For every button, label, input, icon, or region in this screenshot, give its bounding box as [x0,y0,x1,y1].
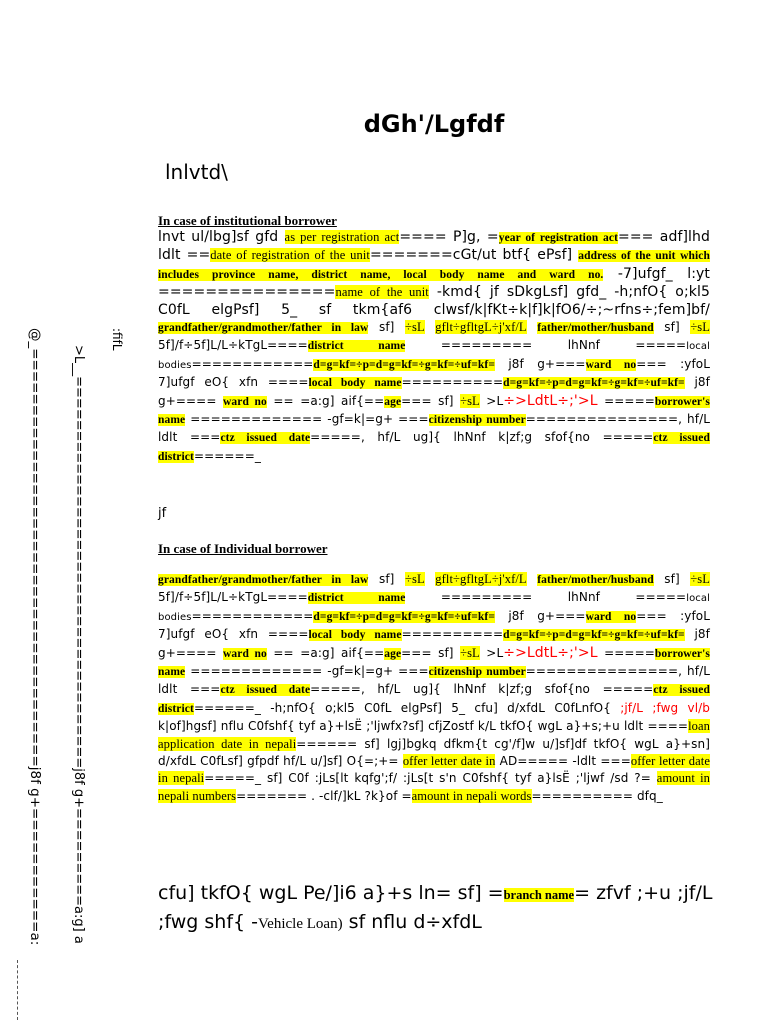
margin-text-col3: :fifL [110,328,124,351]
margin-text-col2: >L__====================================j8f g+=========a:g] a [71,345,86,944]
institutional-heading: In case of institutional borrower [158,213,337,228]
institutional-paragraph: lnvt ul/lbg]sf gfd as per registration act==== P]g, =year of registration act=== adf]lhd ldlt ==date of registration of the unit=======cGt/ut btf{ ePsf] address of the unit which includes province name, district name, local body name and ward no. -7]ufgf_ l:yt ===============name of the unit -kmd{ jf sDkgLsf] gfd_ -h;nfO{ o;kl5 C0fL elgPsf] 5_ sf tkm{af6 clwsf/k|fKt÷k|f]k|fO6/÷;~rfns÷;fem]bf/ grandfather/grandmother/father in law sf] ÷sL gflt÷gfltgL÷j'xf/L father/mother/husband sf] ÷sL 5f]/f÷5f]L/L÷kTgL====district name ========= lhNnf =====local bodies============d=g=kf=÷p=d=g=kf=÷g=kf=÷uf=kf= j8f g+===ward no=== :yfoL 7]ufgf eO{ xfn ====local body name==========d=g=kf=÷p=d=g=kf=÷g=kf=÷uf=kf= j8f g+==== ward no == =a:g] aif{==age=== sf] ÷sL >L÷>LdtL÷;'>L =====borrower's name ============= -gf=k|=g+ ===citizenship number===============, hf/L ldlt ===ctz issued date=====, hf/L ug]{ lhNnf k|zf;g sfof{no =====ctz issued district======_ [158,229,711,463]
closing-paragraph: cfu] tkfO{ wgL Pe/]i6 a}+s ln= sf] =branch name= zfvf ;+u ;jf/L ;fwg shf{ -Vehicle Loan) sf nflu d÷xfdL [158,882,713,933]
margin-dash-line [17,960,19,1020]
individual-heading: In case of Individual borrower [158,541,328,556]
document-title: dGh'/Lgfdf [363,110,505,138]
margin-text-col1: @_=====================================j8f g+===========a: [27,328,43,946]
or-separator: jf [158,506,167,521]
individual-paragraph: grandfather/grandmother/father in law sf] ÷sL gflt÷gfltgL÷j'xf/L father/mother/husband sf] ÷sL 5f]/f÷5f]L/L÷kTgL====district name ========= lhNnf =====local bodies============d=g=kf=÷p=d=g=kf=÷g=kf=÷uf=kf= j8f g+===ward no=== :yfoL 7]ufgf eO{ xfn ====local body name==========d=g=kf=÷p=d=g=kf=÷g=kf=÷uf=kf= j8f g+==== ward no == =a:g] aif{==age=== sf] ÷sL >L÷>LdtL÷;'>L =====borrower's name ============= -gf=k|=g+ ===citizenship number===============, hf/L ldlt ===ctz issued date=====, hf/L ug]{ lhNnf k|zf;g sfof{no =====ctz issued district======_ -h;nfO{ o;kl5 C0fL elgPsf] 5_ cfu] d/xfdL C0fLnfO{ ;jf/L ;fwg vl/b k|of]hgsf] nflu C0fshf{ tyf a}+lsË ;'ljwfx?sf] cfjZostf k/L tkfO{ wgL a}+s;+u ldlt ====loan application date in nepali====== sf] lgj]bgkq dfkm{t cg'/f]w u/]sf]df tkfO{ wgL a}+sn] d/xfdL C0fLsf] gfpdf hf/L u/]sf] O{=;+= offer letter date in AD===== -ldlt ===offer letter date in nepali=====_ sf] C0f :jLs[lt kqfg';f/ :jLs[t s'n C0fshf{ tyf a}lsË ;'ljwf /sd ?= amount in nepali numbers======= . -clf/]kL ?k}of =amount in nepali words========== dfq_ [158,572,711,803]
salutation: lnlvtd\ [165,160,228,184]
